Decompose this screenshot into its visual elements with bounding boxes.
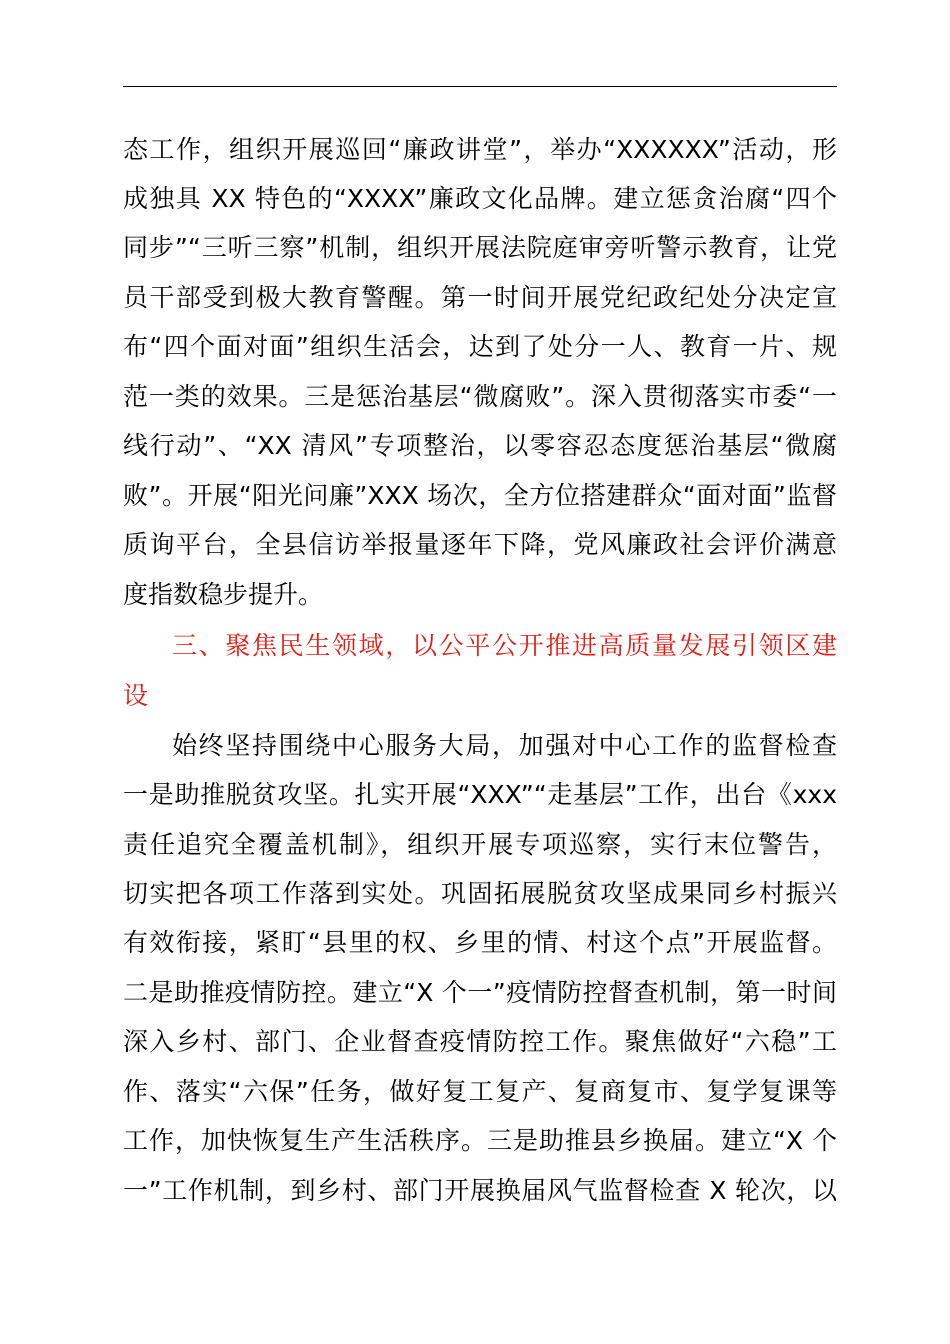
text-line: 二是助推疫情防控。建立“X 个一”疫情防控督查机制，第一时间	[123, 978, 837, 1007]
text-line: 深入乡村、部门、企业督查疫情防控工作。聚焦做好“六稳”工	[123, 1027, 837, 1056]
text-line: 员干部受到极大教育警醒。第一时间开展党纪政纪处分决定宣	[123, 283, 837, 312]
text-line: 一”工作机制，到乡村、部门开展换届风气监督检查 X 轮次，以	[123, 1176, 837, 1205]
header-rule	[123, 86, 837, 87]
text-line: 度指数稳步提升。	[123, 580, 324, 609]
text-line: 范一类的效果。三是惩治基层“微腐败”。深入贯彻落实市委“一	[123, 382, 837, 411]
text-line: 态工作，组织开展巡回“廉政讲堂”，举办“XXXXXX”活动，形	[123, 135, 837, 164]
text-line: 败”。开展“阳光问廉”XXX 场次，全方位搭建群众“面对面”监督	[123, 481, 837, 510]
text-line: 始终坚持围绕中心服务大局，加强对中心工作的监督检查	[172, 731, 837, 760]
text-line: 质询平台，全县信访举报量逐年下降，党风廉政社会评价满意	[123, 530, 837, 559]
text-line: 布“四个面对面”组织生活会，达到了处分一人、教育一片、规	[123, 332, 837, 361]
text-line: 线行动”、“XX 清风”专项整治，以零容忍态度惩治基层“微腐	[123, 431, 837, 460]
text-line: 一是助推脱贫攻坚。扎实开展“XXX”“走基层”工作，出台《xxx	[123, 780, 837, 809]
text-line: 同步”“三听三察”机制，组织开展法院庭审旁听警示教育，让党	[123, 233, 837, 262]
text-line: 成独具 XX 特色的“XXXX”廉政文化品牌。建立惩贪治腐“四个	[123, 184, 837, 213]
text-line: 有效衔接，紧盯“县里的权、乡里的情、村这个点”开展监督。	[123, 928, 837, 957]
text-line: 工作，加快恢复生产生活秩序。三是助推县乡换届。建立“X 个	[123, 1126, 837, 1155]
heading-line: 三、聚焦民生领域，以公平公开推进高质量发展引领区建	[172, 631, 837, 660]
text-line: 责任追究全覆盖机制》，组织开展专项巡察，实行末位警告，	[123, 830, 837, 859]
text-line: 切实把各项工作落到实处。巩固拓展脱贫攻坚成果同乡村振兴	[123, 879, 837, 908]
heading-line: 设	[123, 681, 149, 710]
text-line: 作、落实“六保”任务，做好复工复产、复商复市、复学复课等	[123, 1077, 837, 1106]
